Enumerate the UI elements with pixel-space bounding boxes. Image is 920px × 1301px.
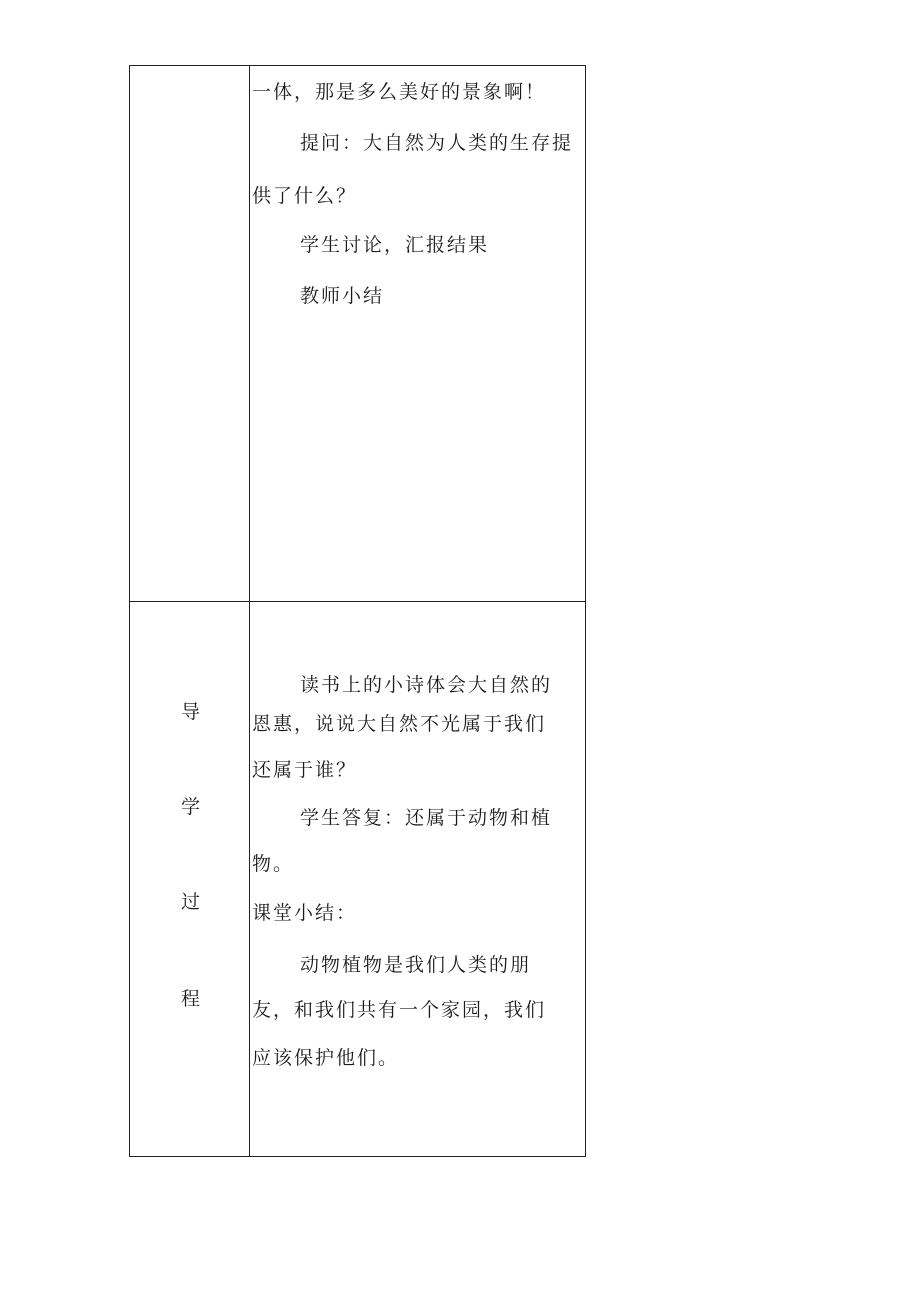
bottom-cell-line-6: 课堂小结： xyxy=(252,902,358,924)
bottom-cell-line-9: 应该保护他们。 xyxy=(252,1047,400,1069)
bottom-cell-line-1: 读书上的小诗体会大自然的 xyxy=(300,674,553,696)
side-label-char-2: 学 xyxy=(181,796,201,818)
bottom-cell-line-5: 物。 xyxy=(252,853,295,875)
bottom-cell-line-3: 还属于谁？ xyxy=(252,759,358,781)
top-cell-line-3: 供了什么？ xyxy=(252,185,358,207)
top-cell-line-5: 教师小结 xyxy=(300,285,385,307)
top-cell-line-4: 学生讨论，汇报结果 xyxy=(300,234,490,256)
side-label-char-3: 过 xyxy=(181,891,201,913)
bottom-cell-line-4: 学生答复：还属于动物和植 xyxy=(300,807,553,829)
bottom-cell-line-2: 恩惠，说说大自然不光属于我们 xyxy=(252,713,547,735)
bottom-cell-line-7: 动物植物是我们人类的朋 xyxy=(300,954,532,976)
side-label-char-4: 程 xyxy=(181,988,201,1010)
top-cell-line-2: 提问：大自然为人类的生存提 xyxy=(300,132,574,154)
bottom-cell-line-8: 友，和我们共有一个家园，我们 xyxy=(252,999,547,1021)
side-label-char-1: 导 xyxy=(181,701,201,723)
column-divider xyxy=(249,66,250,1156)
top-cell-line-1: 一体，那是多么美好的景象啊！ xyxy=(252,81,547,103)
row-divider xyxy=(130,601,585,602)
